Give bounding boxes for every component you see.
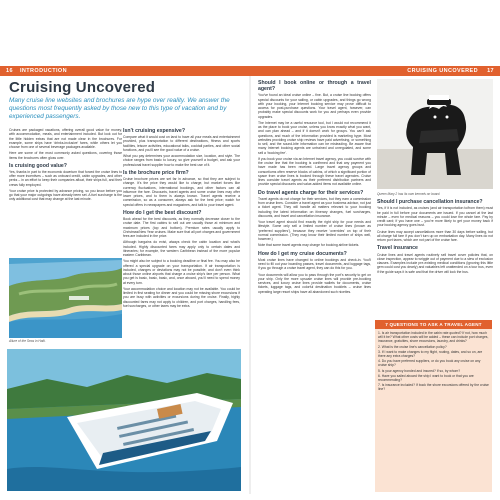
section-heading: Is the brochure price firm? — [123, 169, 189, 176]
body-paragraph: The Internet may be a useful resource tool, but I would not recommend it as the place to book your cruise, unless you know exactly what you want, and can plan ahead – and if it doesn’t work for groups. You can’t ask questions, and much of the information provided is marketing hype. Most websites providing cruise ship reviews have paid advertising, or something to sell, and the sound-bite information can be misleading. Be aware that many Internet booking agents are untrained and unregulated, and some sell a ‘booking fee’. — [258, 120, 371, 155]
body-paragraph: Cruises are packaged vacations, offering overall good value for money, with accommodation, meals, and entertainment included. But look out for the little hidden extras that are not made clear in the brochures. For example, some ships have ‘drinks-inclusive’ fares, while others let you choose from one of several beverage packages available. — [9, 128, 122, 149]
list-item: 2. What is the cruise line’s cancellation policy? — [378, 344, 447, 349]
list-item: 7. Is insurance included? If book the shore excursions offered by the cruise line? — [378, 383, 489, 392]
dog-on-ship-photo — [377, 79, 493, 189]
tipbox-title: 7 QUESTIONS TO ASK A TRAVEL AGENT — [375, 320, 492, 329]
photo-caption: Queen Mary 2 has its own kennels on board. — [377, 192, 441, 196]
section-heading: Should I purchase cancellation insurance? — [377, 199, 483, 206]
left-page-number: 16 — [6, 68, 13, 74]
body-paragraph: What you pay determines your accommodation size, location, and style. The choice ranges from basic to luxury, so give yourself a budget, and ask your professional travel supplier how to make the best use of it. — [123, 154, 240, 167]
body-paragraph: Note that some travel agents may charge for booking airline tickets. — [258, 243, 360, 248]
body-paragraph: Cruise lines may accept cancellations more than 30 days before sailing, but all charge full fare if you don’t turn up on embarkation day. Many lines do not return port taxes, which are not part of the cruise fare. — [377, 229, 493, 243]
column-3 — [258, 80, 371, 296]
list-item: 4. Do you have preferred suppliers, or do you book any cruise on any cruise ship? — [378, 359, 481, 368]
article-intro: Many cruise line websites and brochures are hype over reality. We answer the questions most frequently asked by those new to this type of vacation and by experienced passengers. — [9, 97, 230, 120]
section-heading: Travel insurance — [377, 245, 418, 252]
section-heading: How do I get the best discount? — [123, 209, 202, 216]
body-paragraph: Your travel agent should find exactly the right ship for your needs and lifestyle. Some only sell a limited number of cruise lines (known as ‘preferred suppliers’), because they receive ‘overrides’ on top of their normal commission. (They may know their limited number of ships well, however.) — [258, 220, 371, 242]
body-paragraph: Cruise brochure prices are set far in advance, so that they are subject to change. It’s the price they would like to charge, but market forces like currency fluctuations, international bookings, and other factors can all influence the fare. Discounts, travel agents and some cruise lines may offer lower prices, and to them is always known. Travel agents receive a commission, so as a consumer, always ask for the best price; watch for special offers in newspapers and magazines, and talk to your travel agent. — [123, 177, 240, 207]
section-heading: Is cruising good value? — [9, 162, 67, 169]
section-heading: Do travel agents charge for their services? — [258, 189, 364, 196]
right-section-label: CRUISING UNCOVERED — [407, 68, 478, 74]
page-gutter — [249, 76, 251, 494]
aerial-island-photo — [9, 258, 122, 338]
list-item: 1. Is air transportation included in the cabin rate quoted? If not, how much will it be? What other costs will be added – these can include port charges, insurance, gratuities, shore excursions, laundry, and drinks? — [378, 331, 489, 344]
left-section-label: INTRODUCTION — [20, 68, 67, 74]
column-4 — [377, 192, 493, 276]
body-paragraph: Travel agents do not charge for their services, but they earn a commission from cruise lines. Consider a travel agent as your business advisor, not just a ticket agent. They will handle all matters relevant to your booking including the latest information on itinerary changes, fuel surcharges, discounts, and travel and cancellation insurance. — [258, 196, 371, 218]
body-paragraph: Most cruise lines have changed to online bookings and check-in. You’ll need to fill out your boarding passes, travel documents, and luggage tags, if you go through a cruise travel agent, they can do this for you. — [258, 257, 371, 271]
section-heading: Isn’t cruising expensive? — [123, 128, 185, 134]
body-paragraph: Yes, thanks in part to the economic downturn that forced the cruise lines to offer more incentives – such as onboard credit, cabin upgrades, and other perks – in an effort to keep their companies afloat, their ships full, and their crews fully employed. — [9, 169, 122, 187]
body-paragraph: Here are some of the most commonly asked questions, covering those items the brochures often gloss over. — [9, 151, 122, 160]
photo-caption: Allure of the Seas in Haiti. — [9, 339, 46, 343]
section-heading: How do I get my cruise documents? — [258, 250, 347, 257]
right-page-number: 17 — [487, 68, 494, 74]
body-paragraph: You’ve found an ideal cruise online – fine. But, a cruise line booking offers special discounts for your sailing, or cabin upgrades, and things go wrong with your booking, your Internet booking service may prove difficult to access for post-purchase questions. Your travel agent, however, can probably make special discounts work for you and perhaps even provide upgrades. — [258, 93, 371, 119]
list-item: 6. Have you sailed aboard the ship I want to book or that you are recommending? — [378, 373, 474, 383]
right-page-header — [250, 66, 500, 76]
body-paragraph: Although bargains do exist, always check the cabin location and what’s included. Highly discounted fares may apply only to certain dates and itineraries; for example, the western Caribbean instead of the more popular eastern Caribbean. — [123, 240, 240, 258]
body-paragraph: You might also be subject to a booking deadline or final fee. You may also be offered a special upgrade on your transportation. If air transportation is included, changes or deviations may not be possible, and don’t even think about those online airports that charge a cruise ship’s fare per person. What you get is basic, basic, basic, and, once aboard, you’ll need to spend money at every turn. — [123, 259, 240, 285]
body-paragraph: Cruise lines and travel agents routinely sell travel cover policies that, on close inspection, appear to wriggle out of payment due to a slew of exclusion clauses. Examples include pre-existing medical conditions (ignoring this little gem could cost you dearly) and valuables left unattended on a tour bus, even if the guide says it is safe and that the driver will lock the bus. — [377, 252, 493, 274]
body-paragraph: Your documents will allow you to pass through the port’s security to get on your ship. Only the more upscale cruise lines will provide pre-booking services, and luxury cruise lines provide wallets for documents, cruise tickets, luggage tags, and colorful destination booklets – cruise lines operating large resort ships have all abandoned such niceties. — [258, 272, 371, 294]
body-paragraph: Your cruise price is protected by advance pricing, so you know before you go that your major outgoings have already been set. A fuel surcharge is the only additional cost that may change at the last minute. — [9, 188, 122, 202]
body-paragraph: Yes, if it is not included, as cruises (and air transportation to/from them) must be paid in full before your documents are issued. If you cancel at the last minute – even for medical reasons – you could lose the whole fare. Pay by credit card; if you have one – you’re more likely to get your money back if your booking agency goes bust. — [377, 206, 493, 228]
body-paragraph: Compare what it would cost on land to have all your meals and entertainment provided, plus transportation to different destinations, fitness and sports facilities, leisure activities, educational talks, cocktail parties, and other social functions, and you’ll see the good value of a cruise. — [123, 135, 240, 152]
section-heading: Should I book online or through a travel agent? — [258, 80, 371, 93]
cruise-ship-photo — [7, 349, 241, 491]
questions-list — [378, 331, 489, 393]
column-1 — [9, 128, 122, 204]
article-title: Cruising Uncovered — [9, 79, 156, 96]
column-2 — [123, 128, 240, 310]
body-paragraph: Book ahead for the best discounts, as they normally decrease closer to the cruise date. The first cabins to sell out are usually those at minimum and maximum prices (top and bottom). Premium rates usually apply to Christmas/New Year cruises. Make sure that all port charges and government fees are included in the price. — [123, 217, 240, 239]
body-paragraph: Your accommodation choice and location may not be available. You could be limited in first seating for dinner and you could be missing shore excursions if you are busy with activities or excursions during the cruise. Finally, highly discounted fares may not apply to children, and port charges, handling fees, fuel surcharges, or other taxes may be extra. — [123, 286, 240, 308]
list-item: 3. If I want to make changes to my flight, routing, dates, and so on, are there any extra charges? — [378, 349, 483, 359]
travel-agent-questions-box — [375, 320, 492, 492]
list-item: 5. Is your agency bonded and insured? If so, by whom? — [378, 368, 461, 373]
body-paragraph: If you book your cruise via an Internet travel agency, you could survive with the cruise line that the booking is confirmed and that any payment you have made has been received. Large travel agency groups and consortiums often reserve blocks of cabins, of which a significant portion of space from cruise lines is booked through these travel agencies. Cruise lines consider travel agents as their preferred distribution partners and provide special discounts and value-added items not available online. — [258, 156, 371, 187]
left-page-header — [0, 66, 250, 76]
